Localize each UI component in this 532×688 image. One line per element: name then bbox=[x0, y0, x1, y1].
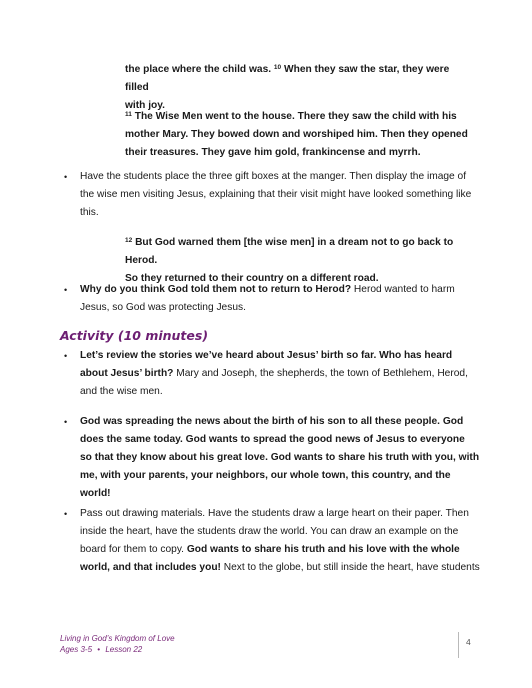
footer-lesson: Lesson 22 bbox=[105, 645, 143, 654]
verse-11-line: The Wise Men went to the house. There they saw the child with his bbox=[134, 111, 457, 122]
list-item-line: world! bbox=[80, 488, 111, 499]
list-item-line: inside the heart, have the students draw the world. You can draw an example on the bbox=[80, 526, 459, 537]
bullet-glyph: • bbox=[64, 417, 68, 427]
list-item-line: the wise men visiting Jesus, explaining that their visit might have looked something like bbox=[80, 189, 472, 200]
verse-number: 10 bbox=[273, 64, 282, 71]
verse-11-line: mother Mary. They bowed down and worshiped him. Then they opened bbox=[125, 129, 468, 140]
scripture-verse-11 bbox=[125, 108, 475, 162]
footer-lesson-info bbox=[60, 644, 175, 655]
footer-title: Living in God’s Kingdom of Love bbox=[60, 634, 175, 643]
list-item-line: me, with your parents, your neighbors, our whole town, this country, and the bbox=[80, 470, 451, 481]
verse-10-continuation: with joy. bbox=[125, 100, 165, 111]
verse-10-text: When they saw the star, they were filled bbox=[125, 64, 450, 93]
verse-number: 12 bbox=[125, 237, 133, 244]
bullet-glyph: • bbox=[64, 351, 68, 361]
answer-text: Mary and Joseph, the shepherds, the town of Bethlehem, Herod, bbox=[176, 368, 468, 379]
scripture-verse-10 bbox=[125, 61, 475, 115]
list-item-line: Next to the globe, but still inside the heart, have students bbox=[223, 562, 480, 573]
answer-text: Herod wanted to harm bbox=[353, 284, 455, 295]
verse-11-line: their treasures. They gave him gold, frankincense and myrrh. bbox=[125, 147, 421, 158]
verse-12-line: So they returned to their country on a different road. bbox=[125, 273, 379, 284]
footer-divider bbox=[458, 632, 459, 658]
answer-text: Jesus, so God was protecting Jesus. bbox=[80, 302, 246, 313]
list-item bbox=[64, 347, 484, 401]
list-item-line: Pass out drawing materials. Have the students draw a large heart on their paper. Then bbox=[80, 508, 469, 519]
list-item bbox=[64, 505, 484, 577]
list-item-line: so that they know about his great love. God wants to share his truth with you, with bbox=[80, 452, 480, 463]
bullet-glyph: • bbox=[64, 509, 68, 519]
verse-12-line: But God warned them [the wise men] in a dream not to go back to Herod. bbox=[125, 237, 454, 266]
list-item bbox=[64, 168, 484, 222]
footer-ages: Ages 3-5 bbox=[60, 645, 93, 654]
list-item bbox=[64, 281, 484, 317]
discussion-question: Let’s review the stories we’ve heard about Jesus’ birth so far. Who has heard bbox=[80, 350, 453, 361]
answer-text: and the wise men. bbox=[80, 386, 163, 397]
list-item-line: does the same today. God wants to spread the good news of Jesus to everyone bbox=[80, 434, 465, 445]
page-number: 4 bbox=[466, 637, 471, 647]
footer-separator: • bbox=[97, 645, 101, 654]
bullet-glyph: • bbox=[64, 285, 68, 295]
list-item-line: board for them to copy. bbox=[80, 544, 185, 555]
verse-10-lead: the place where the child was. bbox=[125, 64, 272, 75]
discussion-question: Why do you think God told them not to return to Herod? bbox=[80, 284, 352, 295]
discussion-question: about Jesus’ birth? bbox=[80, 368, 174, 379]
list-item-line: Have the students place the three gift boxes at the manger. Then display the image of bbox=[80, 171, 467, 182]
list-item-line-bold: world, and that includes you! bbox=[80, 562, 221, 573]
list-item-line: this. bbox=[80, 207, 99, 218]
page-footer bbox=[60, 633, 175, 655]
list-item-line: God was spreading the news about the birth of his son to all these people. God bbox=[80, 416, 464, 427]
list-item bbox=[64, 413, 484, 503]
list-item-line-bold: God wants to share his truth and his love with the whole bbox=[186, 544, 460, 555]
section-heading: Activity (10 minutes) bbox=[60, 328, 209, 343]
scripture-verse-12 bbox=[125, 234, 475, 288]
verse-number: 11 bbox=[125, 111, 132, 118]
bullet-glyph: • bbox=[64, 172, 68, 182]
